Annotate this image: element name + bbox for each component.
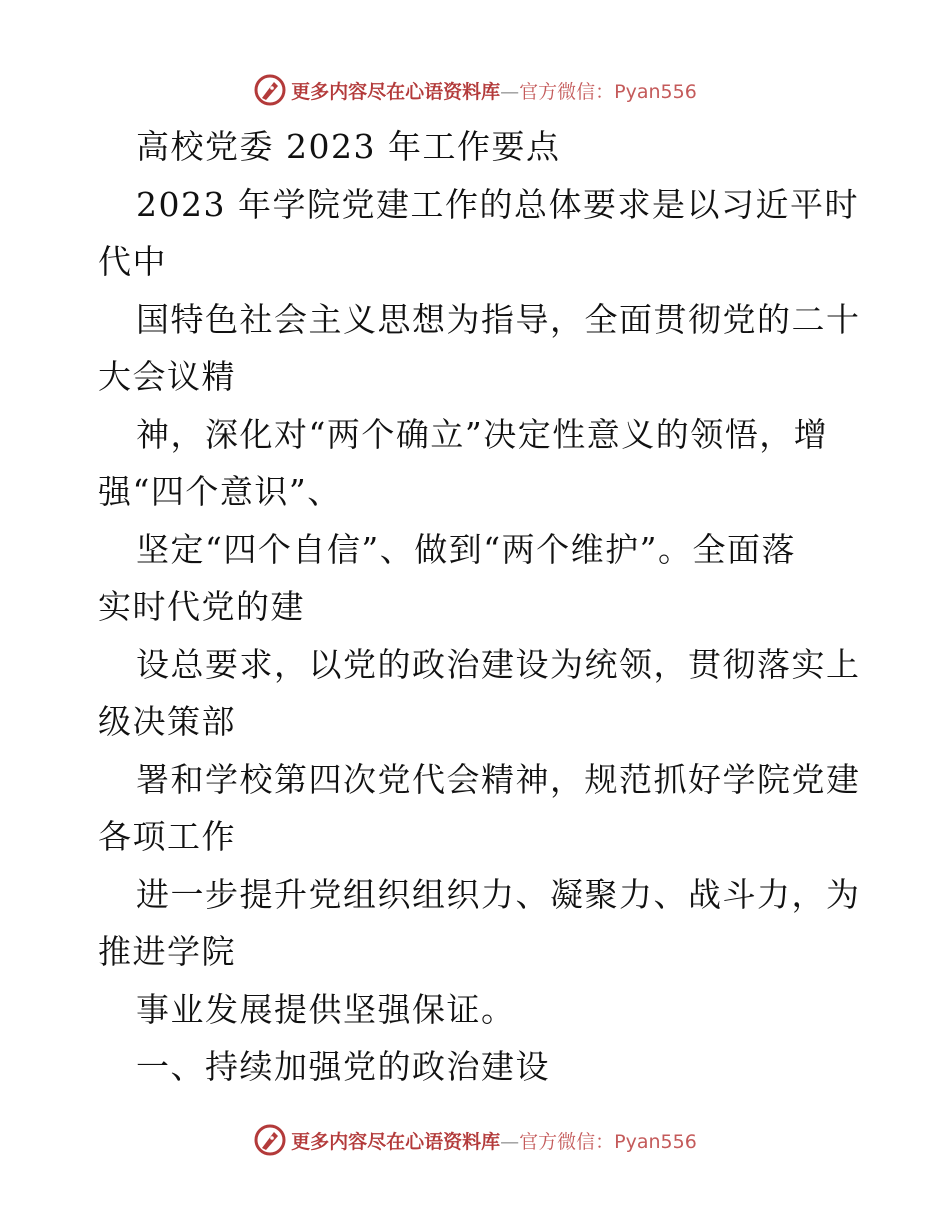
paragraph-line: 署和学校第四次党代会精神，规范抓好学院党建 — [136, 759, 861, 799]
footer-watermark-banner — [0, 1120, 950, 1160]
document-body — [98, 118, 861, 1096]
paragraph-line: 设总要求，以党的政治建设为统领，贯彻落实上 — [136, 644, 861, 684]
section-heading: 一、持续加强党的政治建设 — [136, 1047, 550, 1086]
document-title: 高校党委 2023 年工作要点 — [136, 127, 561, 166]
paragraph-line: 坚定“四个自信”、做到“两个维护”。全面落 — [136, 529, 796, 569]
paragraph-line: 推进学院 — [98, 932, 236, 971]
paragraph-line: 进一步提升党组织组织力、凝聚力、战斗力，为 — [136, 874, 861, 914]
paragraph-line: 各项工作 — [98, 817, 236, 856]
pen-nib-seal-icon — [253, 1123, 287, 1157]
paragraph-line: 大会议精 — [98, 357, 236, 396]
paragraph-line: 级决策部 — [98, 702, 236, 741]
watermark-text: 更多内容尽在心语资料库—官方微信：Pyan556 — [291, 1130, 697, 1153]
paragraph-line: 事业发展提供坚强保证。 — [136, 989, 516, 1029]
paragraph-line: 国特色社会主义思想为指导，全面贯彻党的二十 — [136, 299, 861, 339]
paragraph-line: 代中 — [98, 242, 167, 281]
header-watermark-banner — [0, 70, 950, 110]
paragraph-line: 实时代党的建 — [98, 587, 305, 626]
paragraph-line: 2023 年学院党建工作的总体要求是以习近平时 — [136, 184, 859, 224]
watermark-text: 更多内容尽在心语资料库—官方微信：Pyan556 — [291, 80, 697, 103]
paragraph-line: 神，深化对“两个确立”决定性意义的领悟，增 — [136, 414, 829, 454]
paragraph-line: 强“四个意识”、 — [98, 472, 342, 511]
pen-nib-seal-icon — [253, 73, 287, 107]
